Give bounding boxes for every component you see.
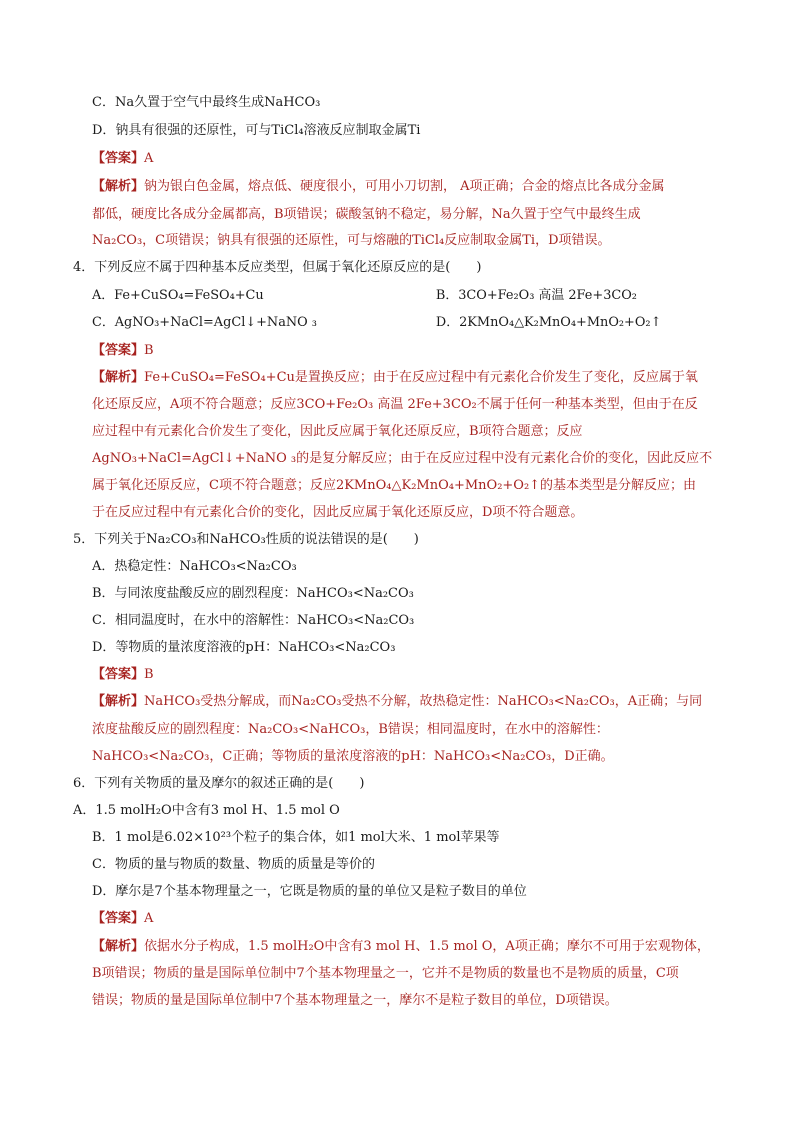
q4-stem: 4．下列反应不属于四种基本反应类型，但属于氧化还原反应的是( ) [73,260,482,275]
q4-analysis-line-6: 于在反应过程中有元素化合价的变化，因此反应属于氧化还原反应，D项不符合题意。 [92,505,584,520]
q6-analysis-line-2: B项错误；物质的量是国际单位制中7个基本物理量之一，它并不是物质的数量也不是物质的质量，C项 [92,966,679,981]
q4-options-row-2 [92,313,786,333]
q6-option-a: A．1.5 molH₂O中含有3 mol H、1.5 mol O [73,803,340,818]
q4-option-a: A．Fe+CuSO₄=FeSO₄+Cu [92,288,264,303]
q3-answer [92,149,153,169]
q5-analysis-line-1: 【解析】NaHCO₃受热分解成，而Na₂CO₃受热不分解，故热稳定性：NaHCO₃<Na₂CO₃，A正确；与同 [92,694,703,709]
q4-analysis-line-5: 属于氧化还原反应，C项不符合题意；反应2KMnO₄△K₂MnO₄+MnO₂+O₂↑的基本类型是分解反应；由 [92,478,697,493]
analysis-label: 【解析】 [92,179,145,194]
answer-value: B [144,343,154,358]
analysis-label: 【解析】 [92,939,145,954]
q4-answer [92,341,154,361]
answer-label: 【答案】 [92,667,145,682]
q4-analysis-line-4: AgNO₃+NaCl=AgCl↓+NaNO ₃的是复分解反应；由于在反应过程中没有元素化合价的变化，因此反应不 [92,451,713,466]
q6-option-c: C．物质的量与物质的数量、物质的质量是等价的 [92,857,375,872]
q3-analysis-line-3: Na₂CO₃，C项错误；钠具有很强的还原性，可与熔融的TiCl₄反应制取金属Ti，D项错误。 [92,233,611,248]
q4-analysis-line-2: 化还原反应，A项不符合题意；反应3CO+Fe₂O₃ 高温 2Fe+3CO₂不属于任何一种基本类型，但由于在反 [92,397,698,412]
q3-analysis-line-1: 【解析】钠为银白色金属，熔点低、硬度很小，可用小刀切割， A项正确；合金的熔点比各成分金属 [92,179,665,194]
q5-option-c: C．相同温度时，在水中的溶解性：NaHCO₃<Na₂CO₃ [92,613,415,628]
q5-option-a: A．热稳定性：NaHCO₃<Na₂CO₃ [92,559,297,574]
analysis-label: 【解析】 [92,370,145,385]
q5-stem: 5．下列关于Na₂CO₃和NaHCO₃性质的说法错误的是( ) [73,532,419,547]
answer-value: A [144,911,154,926]
q4-option-c: C．AgNO₃+NaCl=AgCl↓+NaNO ₃ [92,315,317,330]
q6-option-d: D．摩尔是7个基本物理量之一，它既是物质的量的单位又是粒子数目的单位 [92,884,527,899]
q3-analysis-line-2: 都低，硬度比各成分金属都高，B项错误；碳酸氢钠不稳定，易分解，Na久置于空气中最终生成 [92,207,641,222]
q6-stem: 6．下列有关物质的量及摩尔的叙述正确的是( ) [73,776,365,791]
q5-option-b: B．与同浓度盐酸反应的剧烈程度：NaHCO₃<Na₂CO₃ [92,586,414,601]
q4-option-b: B．3CO+Fe₂O₃ 高温 2Fe+3CO₂ [435,288,637,303]
q6-analysis-line-3: 错误；物质的量是国际单位制中7个基本物理量之一，摩尔不是粒子数目的单位，D项错误。 [92,993,618,1008]
q5-option-d: D．等物质的量浓度溶液的pH：NaHCO₃<Na₂CO₃ [92,640,396,655]
q5-analysis-line-2: 浓度盐酸反应的剧烈程度：Na₂CO₃<NaHCO₃，B错误；相同温度时，在水中的溶解性： [92,722,609,737]
q3-option-c: C．Na久置于空气中最终生成NaHCO₃ [92,95,321,110]
q6-analysis-line-1: 【解析】依据水分子构成，1.5 molH₂O中含有3 mol H、1.5 mol O，A项正确；摩尔不可用于宏观物体， [92,939,710,954]
analysis-label: 【解析】 [92,694,145,709]
q5-answer [92,665,154,685]
q4-options-row-1 [92,286,786,306]
answer-value: A [144,151,154,166]
q4-analysis-line-1: 【解析】Fe+CuSO₄=FeSO₄+Cu是置换反应；由于在反应过程中有元素化合价发生了变化，反应属于氧 [92,370,698,385]
q4-option-d: D．2KMnO₄△K₂MnO₄+MnO₂+O₂↑ [435,315,662,330]
q6-answer [92,909,153,929]
q6-option-b: B．1 mol是6.02×10²³个粒子的集合体，如1 mol大米、1 mol苹果等 [92,830,500,845]
q4-analysis-line-3: 应过程中有元素化合价发生了变化，因此反应属于氧化还原反应，B项符合题意；反应 [92,424,583,439]
answer-label: 【答案】 [92,911,145,926]
q3-option-d: D．钠具有很强的还原性，可与TiCl₄溶液反应制取金属Ti [92,123,421,138]
answer-label: 【答案】 [92,151,145,166]
answer-value: B [144,667,154,682]
q5-analysis-line-3: NaHCO₃<Na₂CO₃，C正确；等物质的量浓度溶液的pH：NaHCO₃<Na₂CO₃，D正确。 [92,749,614,764]
answer-label: 【答案】 [92,343,145,358]
